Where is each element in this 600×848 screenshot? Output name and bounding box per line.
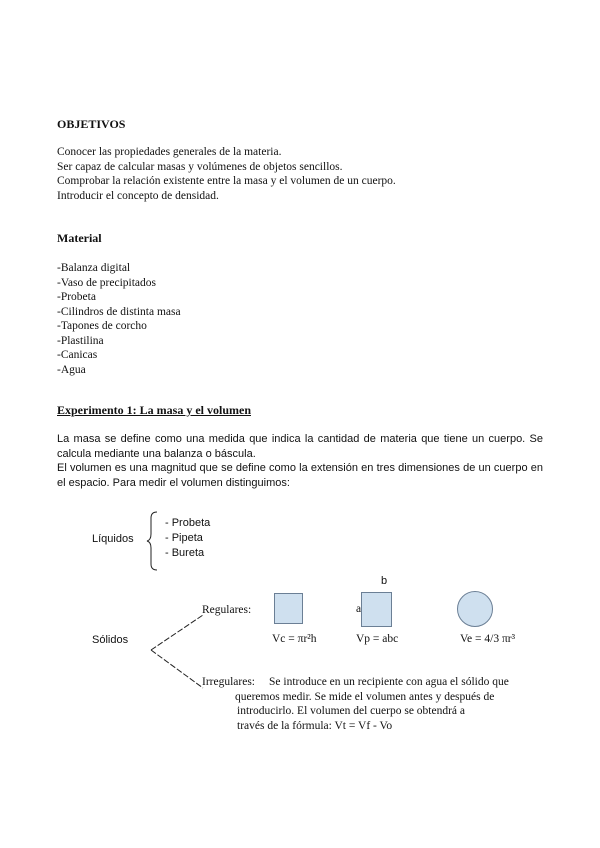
- liquidos-brace: [145, 510, 161, 572]
- material-item: -Plastilina: [57, 334, 104, 347]
- liquidos-label: Líquidos: [92, 533, 134, 545]
- objetivo-line: Introducir el concepto de densidad.: [57, 189, 219, 202]
- solidos-branch-lines: [148, 612, 210, 692]
- paragraph-volumen: El volumen es una magnitud que se define como la extensión en tres dimensiones de un cuerpo en el espacio. Para medir el volumen distinguimos:: [57, 462, 543, 489]
- irregulares-line: través de la fórmula: Vt = Vf - Vo: [237, 719, 393, 732]
- material-heading: Material: [57, 231, 102, 245]
- material-item: -Cilindros de distinta masa: [57, 305, 181, 318]
- objetivos-heading: OBJETIVOS: [57, 117, 126, 131]
- prism-shape: [361, 592, 392, 627]
- objetivo-line: Comprobar la relación existente entre la masa y el volumen de un cuerpo.: [57, 175, 396, 187]
- formula-prisma: Vp = abc: [356, 633, 399, 645]
- paragraph-masa: La masa se define como una medida que indica la cantidad de materia que tiene un cuerpo. Se calcula mediante una balanza o báscula.: [57, 433, 543, 460]
- irregulares-line: introducirlo. El volumen del cuerpo se obtendrá a: [237, 705, 466, 717]
- material-item: -Tapones de corcho: [57, 320, 147, 332]
- objetivo-line: Conocer las propiedades generales de la materia.: [57, 146, 282, 158]
- solidos-label: Sólidos: [92, 634, 129, 646]
- material-item: -Agua: [57, 363, 86, 376]
- prism-b-label: b: [381, 575, 388, 587]
- sphere-shape: [457, 591, 493, 627]
- irregulares-line: Se introduce en un recipiente con agua el sólido que: [269, 676, 509, 688]
- irregulares-label: Irregulares:: [202, 676, 255, 688]
- liquidos-item: - Pipeta: [165, 532, 203, 544]
- material-item: -Balanza digital: [57, 262, 131, 274]
- formula-esfera: Ve = 4/3 πr³: [460, 633, 516, 645]
- objetivo-line: Ser capaz de calcular masas y volúmenes de objetos sencillos.: [57, 160, 343, 173]
- experimento-heading: Experimento 1: La masa y el volumen: [57, 403, 251, 417]
- cube-shape: [274, 593, 303, 624]
- material-item: -Probeta: [57, 291, 96, 303]
- material-item: -Canicas: [57, 349, 98, 361]
- liquidos-item: - Probeta: [165, 517, 211, 529]
- formula-cubo: Vc = πr²h: [272, 633, 317, 645]
- regulares-label: Regulares:: [202, 604, 252, 616]
- liquidos-item: - Bureta: [165, 547, 205, 559]
- irregulares-line: queremos medir. Se mide el volumen antes y después de: [235, 690, 495, 703]
- prism-a-label: a: [356, 603, 362, 615]
- material-item: -Vaso de precipitados: [57, 276, 156, 289]
